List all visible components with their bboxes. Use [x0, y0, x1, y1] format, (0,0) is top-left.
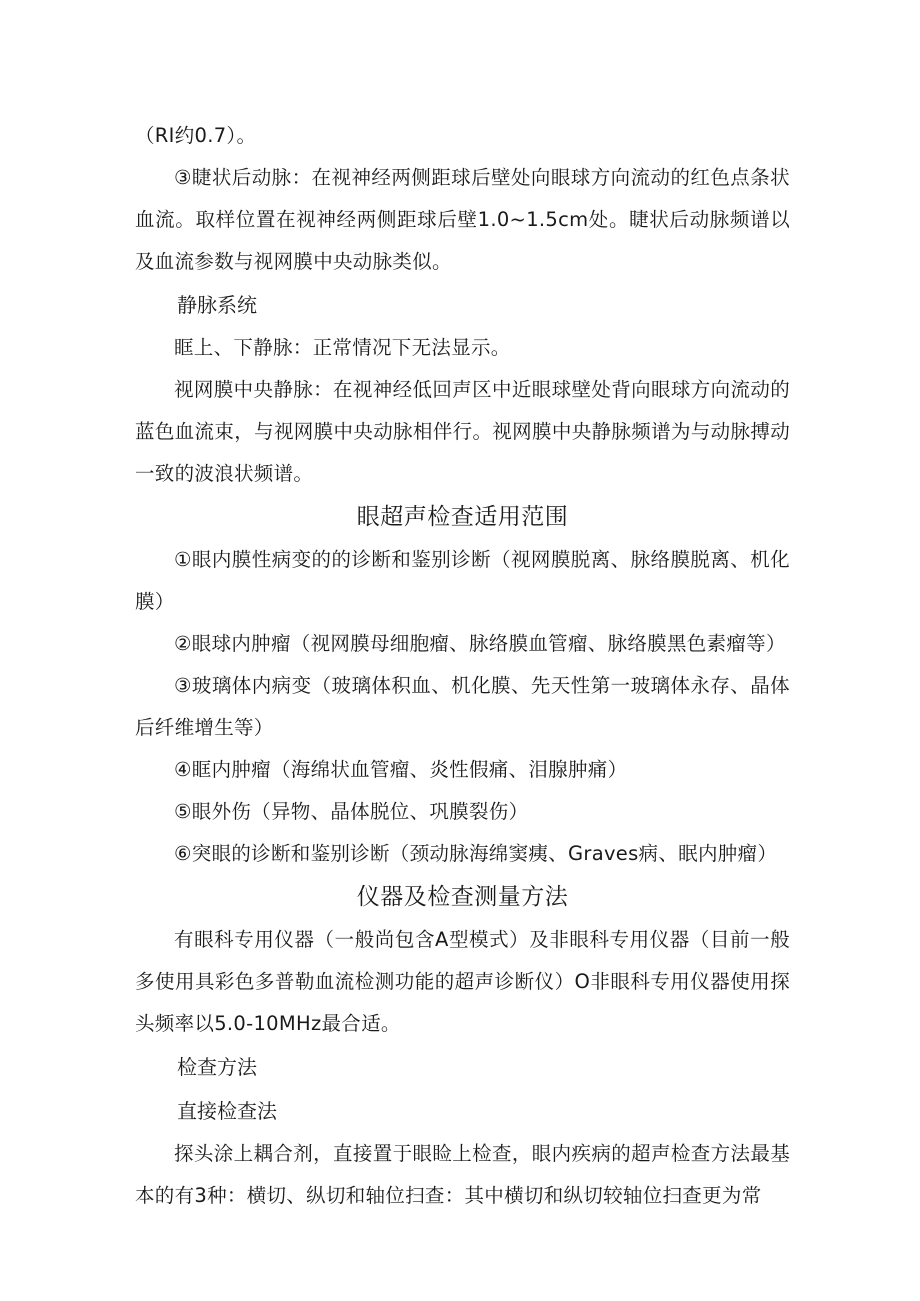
subheading-venous-system: 静脉系统 — [177, 293, 257, 317]
heading-instruments: 仪器及检查测量方法 — [356, 884, 569, 910]
list-item-4: ④眶内肿瘤（海绵状血管瘤、炎性假痛、泪腺肿痛） — [174, 758, 628, 781]
list-item-1: ①眼内膜性病变的的诊断和鉴别诊断（视网膜脱离、脉络膜脱离、机化膜） — [135, 548, 790, 613]
paragraph-ciliary-artery: ③睫状后动脉：在视神经两侧距球后壁处向眼球方向流动的红色点条状血流。取样位置在视神经两侧距球后壁1.0~1.5cm处。睫状后动脉频谱以及血流参数与视网膜中央动脉类似。 — [135, 166, 790, 273]
list-item-6: ⑥突眼的诊断和鉴别诊断（颈动脉海绵窦痍、Graves病、眠内肿瘤） — [174, 842, 778, 865]
document-page — [135, 115, 790, 1217]
paragraph-instruments: 有眼科专用仪器（一般尚包含A型模式）及非眼科专用仪器（目前一般多使用具彩色多普勒血流检测功能的超声诊断仪）O非眼科专用仪器使用探头频率以5.0-10MHz最合适。 — [135, 928, 790, 1035]
list-item-2: ②眼球内肿瘤（视网膜母细胞瘤、脉络膜血管瘤、脉络膜黑色素瘤等） — [174, 632, 786, 655]
list-item-5: ⑤眼外伤（异物、晶体脱位、巩膜裂伤） — [174, 800, 529, 823]
subheading-exam-method: 检查方法 — [177, 1055, 257, 1079]
paragraph-ri: （RI约0.7）。 — [135, 124, 257, 147]
paragraph-orbital-veins: 眶上、下静脉：正常情况下无法显示。 — [174, 336, 511, 359]
subheading-direct-method: 直接检查法 — [177, 1099, 277, 1123]
list-item-3: ③玻璃体内病变（玻璃体积血、机化膜、先天性第一玻璃体永存、晶体后纤维增生等） — [135, 674, 790, 739]
heading-scope: 眼超声检查适用范围 — [356, 504, 569, 530]
paragraph-central-retinal-vein: 视网膜中央静脉：在视神经低回声区中近眼球壁处背向眼球方向流动的蓝色血流束，与视网膜中央动脉相伴行。视网膜中央静脉频谱为与动脉搏动一致的波浪状频谱。 — [135, 378, 790, 485]
paragraph-direct-method: 探头涂上耦合剂，直接置于眼睑上检查，眼内疾病的超声检查方法最基本的有3种：横切、纵切和轴位扫查：其中横切和纵切较轴位扫查更为常 — [135, 1142, 790, 1207]
